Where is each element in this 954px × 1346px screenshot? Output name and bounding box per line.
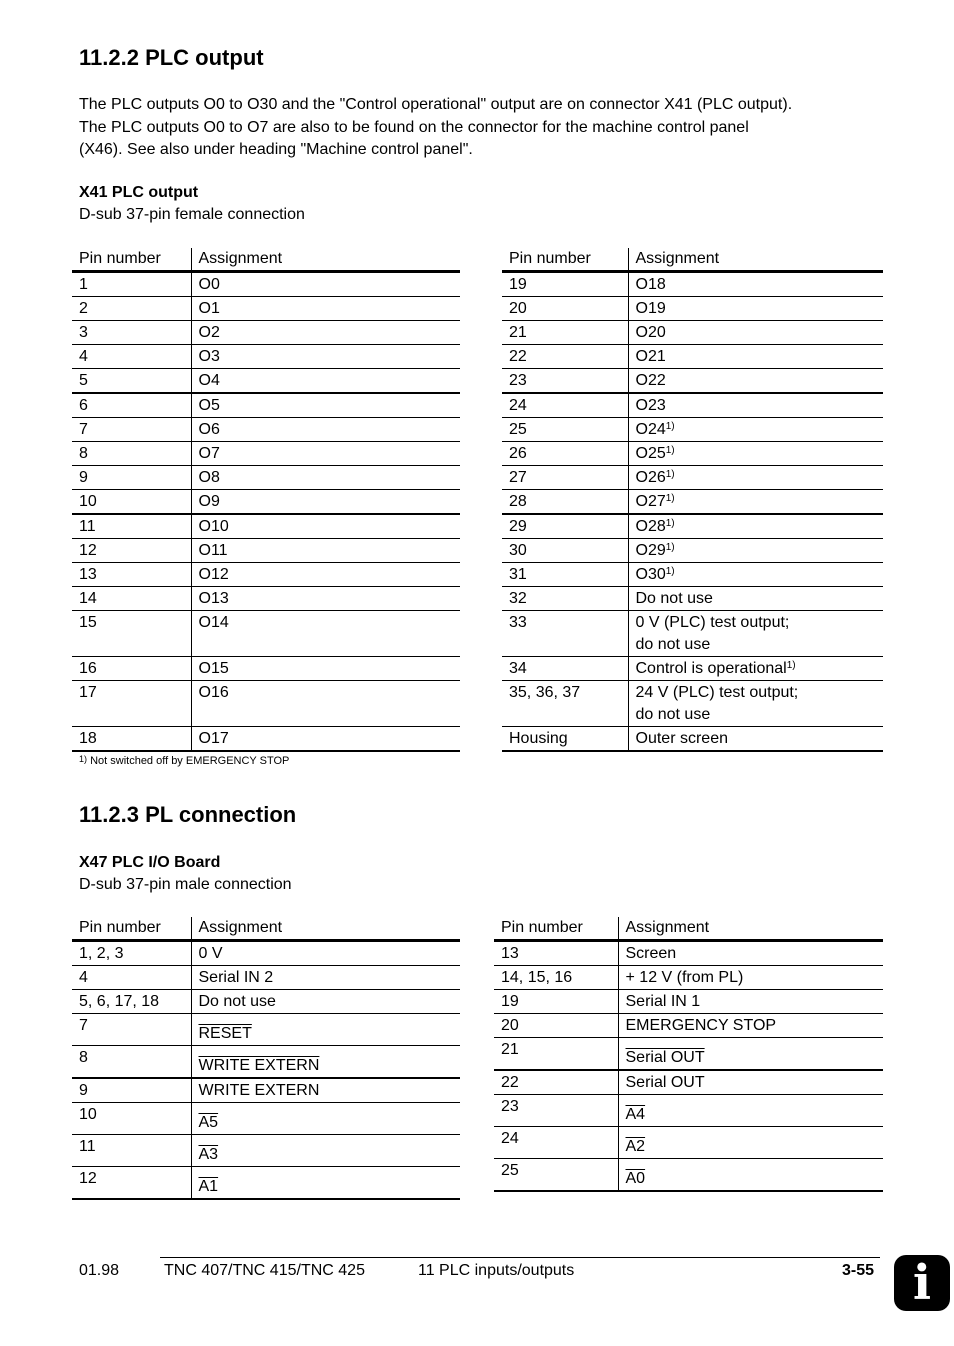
table-row <box>494 1127 883 1159</box>
table-row <box>72 539 460 563</box>
table-row <box>494 1014 883 1038</box>
assignment-text: A5 <box>198 1114 219 1131</box>
pin-cell: 21 <box>494 1038 618 1071</box>
assignment-cell <box>191 418 460 442</box>
connector-type-x47: D-sub 37-pin male connection <box>79 876 292 893</box>
assignment-text: O10 <box>198 518 229 535</box>
assignment-cell <box>628 657 883 681</box>
pin-cell: 4 <box>72 345 191 369</box>
assignment-cell <box>191 393 460 418</box>
assignment-text: O0 <box>198 276 220 293</box>
pin-cell: 7 <box>72 418 191 442</box>
assignment-cell <box>618 1159 883 1192</box>
table-row <box>502 539 883 563</box>
pin-cell: 14, 15, 16 <box>494 966 618 990</box>
assignment-cell <box>191 272 460 297</box>
assignment-cell <box>191 990 460 1014</box>
table-row <box>502 611 883 657</box>
assignment-cell <box>191 1014 460 1046</box>
table-row <box>502 345 883 369</box>
table-row <box>72 657 460 681</box>
assignment-text: RESET <box>198 1025 252 1042</box>
assignment-text: O1 <box>198 300 220 317</box>
footnote-ref: 1) <box>786 660 796 671</box>
footer-date: 01.98 <box>79 1262 120 1279</box>
table-row <box>494 941 883 966</box>
table-row <box>72 1046 460 1079</box>
pin-cell: 12 <box>72 1167 191 1200</box>
assignment-text: Do not use <box>198 993 276 1010</box>
assignment-cell <box>628 393 883 418</box>
section-title-plc-output: 11.2.2 PLC output <box>79 45 264 70</box>
subheading-x47: X47 PLC I/O Board <box>79 854 221 871</box>
footnote-ref: 1) <box>665 518 675 529</box>
pin-cell: 18 <box>72 727 191 752</box>
assignment-text: Serial OUT <box>625 1074 705 1091</box>
table-row <box>502 272 883 297</box>
assignment-cell <box>618 1095 883 1127</box>
pin-cell: 17 <box>72 681 191 727</box>
pin-cell: 23 <box>494 1095 618 1127</box>
assignment-text: O12 <box>198 566 229 583</box>
assignment-cell <box>628 611 883 657</box>
assignment-cell <box>618 1127 883 1159</box>
assignment-text: O14 <box>198 614 229 631</box>
assignment-text: A3 <box>198 1146 219 1163</box>
pin-cell: 7 <box>72 1014 191 1046</box>
assignment-text: O16 <box>198 684 229 701</box>
pin-cell: 9 <box>72 466 191 490</box>
assignment-cell <box>628 514 883 539</box>
footnote-ref: 1) <box>665 421 675 432</box>
pin-cell: 10 <box>72 490 191 515</box>
assignment-text: A4 <box>625 1106 646 1123</box>
table-row <box>494 1038 883 1071</box>
assignment-text: O15 <box>198 660 229 677</box>
column-header-pin: Pin number <box>502 248 628 272</box>
assignment-text: O20 <box>635 324 666 341</box>
assignment-text: Outer screen <box>635 730 728 747</box>
footnote-ref: 1) <box>665 469 675 480</box>
pin-cell: 16 <box>72 657 191 681</box>
table-row <box>502 490 883 515</box>
table-row <box>72 727 460 752</box>
assignment-cell <box>618 966 883 990</box>
intro-line: The PLC outputs O0 to O30 and the "Control operational" output are on connector X41 (PLC output). <box>79 96 793 113</box>
pin-cell: 21 <box>502 321 628 345</box>
assignment-text: O2 <box>198 324 220 341</box>
table-row <box>72 1078 460 1103</box>
assignment-cell <box>628 587 883 611</box>
pin-cell: 22 <box>494 1070 618 1095</box>
pin-cell: 20 <box>494 1014 618 1038</box>
assignment-text: O27 <box>635 493 666 510</box>
pin-cell: 23 <box>502 369 628 394</box>
assignment-text: O28 <box>635 518 666 535</box>
assignment-cell <box>191 657 460 681</box>
table-row <box>502 321 883 345</box>
connector-type-x41: D-sub 37-pin female connection <box>79 206 305 223</box>
assignment-cell <box>618 1014 883 1038</box>
pin-cell: 24 <box>494 1127 618 1159</box>
table-row <box>72 1103 460 1135</box>
assignment-text: O25 <box>635 445 666 462</box>
assignment-text: O11 <box>198 542 228 559</box>
table-row <box>494 966 883 990</box>
assignment-text: O17 <box>198 730 229 747</box>
assignment-cell <box>191 539 460 563</box>
footnote-mark: 1) <box>79 754 88 764</box>
column-header-assignment: Assignment <box>628 248 883 272</box>
assignment-text: Serial OUT <box>625 1049 705 1066</box>
pin-cell: 5, 6, 17, 18 <box>72 990 191 1014</box>
table-row <box>72 563 460 587</box>
pin-cell: 2 <box>72 297 191 321</box>
table-row <box>72 321 460 345</box>
pin-cell: 3 <box>72 321 191 345</box>
table-row <box>502 587 883 611</box>
table-row <box>502 657 883 681</box>
footnote-ref: 1) <box>665 566 675 577</box>
assignment-cell <box>628 539 883 563</box>
assignment-cell <box>191 611 460 657</box>
footnote-ref: 1) <box>665 542 675 553</box>
pin-cell: 1 <box>72 272 191 297</box>
assignment-cell <box>191 297 460 321</box>
pin-cell: 11 <box>72 1135 191 1167</box>
assignment-text: O26 <box>635 469 666 486</box>
x41-table-left <box>72 248 460 752</box>
info-icon-letter: i <box>912 1255 932 1311</box>
column-header-pin: Pin number <box>494 917 618 941</box>
assignment-text: O8 <box>198 469 220 486</box>
assignment-text: O6 <box>198 421 220 438</box>
table-row <box>72 941 460 966</box>
assignment-cell <box>628 490 883 515</box>
footnote-ref: 1) <box>665 445 675 456</box>
pin-cell: 9 <box>72 1078 191 1103</box>
table-row <box>494 990 883 1014</box>
assignment-text: O21 <box>635 348 666 365</box>
table-row <box>72 369 460 394</box>
table-row <box>72 514 460 539</box>
assignment-cell <box>191 369 460 394</box>
assignment-cell <box>191 490 460 515</box>
table-row <box>502 466 883 490</box>
assignment-text: O3 <box>198 348 220 365</box>
x41-table-right <box>502 248 883 752</box>
table-row <box>72 393 460 418</box>
pin-cell: 25 <box>502 418 628 442</box>
column-header-assignment: Assignment <box>618 917 883 941</box>
assignment-text: O22 <box>635 372 666 389</box>
assignment-cell <box>191 1135 460 1167</box>
assignment-cell <box>191 727 460 752</box>
table-row <box>72 1135 460 1167</box>
assignment-cell <box>191 345 460 369</box>
table-row <box>502 418 883 442</box>
pin-cell: 13 <box>72 563 191 587</box>
assignment-text-line2: do not use <box>635 706 711 723</box>
table-row <box>72 611 460 657</box>
table-row <box>502 442 883 466</box>
assignment-text: Serial IN 2 <box>198 969 274 986</box>
pin-cell: 5 <box>72 369 191 394</box>
assignment-text: O23 <box>635 397 666 414</box>
assignment-text: + 12 V (from PL) <box>625 969 744 986</box>
intro-line: The PLC outputs O0 to O7 are also to be found on the connector for the machine control panel <box>79 118 749 136</box>
assignment-cell <box>191 941 460 966</box>
assignment-cell <box>191 514 460 539</box>
intro-line: (X46). See also under heading "Machine control panel". <box>79 141 473 158</box>
assignment-text: Control is operational <box>635 660 787 677</box>
pin-cell: 15 <box>72 611 191 657</box>
assignment-text: A1 <box>198 1178 219 1195</box>
assignment-cell <box>628 369 883 394</box>
assignment-cell <box>618 1070 883 1095</box>
assignment-text: EMERGENCY STOP <box>625 1017 777 1034</box>
pin-cell: Housing <box>502 727 628 752</box>
pin-cell: 4 <box>72 966 191 990</box>
assignment-cell <box>191 442 460 466</box>
footnote-text: Not switched off by EMERGENCY STOP <box>90 755 290 767</box>
pin-cell: 22 <box>502 345 628 369</box>
footnote <box>79 755 289 767</box>
pin-cell: 31 <box>502 563 628 587</box>
column-header-assignment: Assignment <box>191 917 460 941</box>
pin-cell: 24 <box>502 393 628 418</box>
table-row <box>72 490 460 515</box>
assignment-cell <box>628 442 883 466</box>
subheading-x41: X41 PLC output <box>79 184 199 201</box>
assignment-text: 24 V (PLC) test output; <box>635 684 799 701</box>
assignment-text: 0 V (PLC) test output; <box>635 614 790 631</box>
pin-cell: 10 <box>72 1103 191 1135</box>
table-row <box>72 418 460 442</box>
assignment-text: O18 <box>635 276 666 293</box>
table-row <box>502 681 883 727</box>
pin-cell: 32 <box>502 587 628 611</box>
pin-cell: 8 <box>72 442 191 466</box>
assignment-cell <box>628 418 883 442</box>
footer-model: TNC 407/TNC 415/TNC 425 <box>164 1262 365 1279</box>
assignment-cell <box>628 681 883 727</box>
section-title-pl-connection: 11.2.3 PL connection <box>79 802 297 827</box>
table-row <box>72 466 460 490</box>
assignment-text: 0 V <box>198 945 223 962</box>
table-row <box>72 966 460 990</box>
assignment-text: O29 <box>635 542 666 559</box>
table-row <box>502 727 883 752</box>
assignment-cell <box>628 563 883 587</box>
pin-cell: 26 <box>502 442 628 466</box>
table-row <box>502 297 883 321</box>
assignment-text: O24 <box>635 421 666 438</box>
assignment-text: A2 <box>625 1138 646 1155</box>
assignment-cell <box>191 966 460 990</box>
assignment-text-line2: do not use <box>635 636 711 653</box>
table-row <box>72 681 460 727</box>
assignment-text: WRITE EXTERN <box>198 1082 320 1099</box>
table-row <box>72 442 460 466</box>
column-header-pin: Pin number <box>72 917 191 941</box>
column-header-pin: Pin number <box>72 248 191 272</box>
assignment-cell <box>191 321 460 345</box>
assignment-cell <box>618 990 883 1014</box>
table-row <box>494 1095 883 1127</box>
table-row <box>72 587 460 611</box>
assignment-cell <box>191 1167 460 1200</box>
pin-cell: 11 <box>72 514 191 539</box>
table-row <box>494 1159 883 1192</box>
pin-cell: 27 <box>502 466 628 490</box>
assignment-cell <box>191 1078 460 1103</box>
assignment-cell <box>628 272 883 297</box>
pin-cell: 33 <box>502 611 628 657</box>
assignment-cell <box>628 345 883 369</box>
table-row <box>502 514 883 539</box>
table-row <box>72 1014 460 1046</box>
column-header-assignment: Assignment <box>191 248 460 272</box>
footer-page-number: 3-55 <box>842 1262 875 1279</box>
assignment-text: O7 <box>198 445 220 462</box>
pin-cell: 13 <box>494 941 618 966</box>
pin-cell: 34 <box>502 657 628 681</box>
assignment-text: Screen <box>625 945 677 962</box>
table-row <box>72 272 460 297</box>
pin-cell: 35, 36, 37 <box>502 681 628 727</box>
assignment-cell <box>618 941 883 966</box>
table-row <box>72 1167 460 1200</box>
table-row <box>72 990 460 1014</box>
assignment-text: O19 <box>635 300 666 317</box>
table-row <box>502 369 883 394</box>
x47-table-right <box>494 917 883 1192</box>
assignment-text: O9 <box>198 493 220 510</box>
info-icon <box>894 1255 950 1311</box>
pin-cell: 12 <box>72 539 191 563</box>
table-row <box>502 393 883 418</box>
pin-cell: 28 <box>502 490 628 515</box>
table-row <box>502 563 883 587</box>
assignment-text: O13 <box>198 590 229 607</box>
intro-paragraph <box>79 94 899 162</box>
pin-cell: 29 <box>502 514 628 539</box>
assignment-text: O30 <box>635 566 666 583</box>
pin-cell: 8 <box>72 1046 191 1079</box>
table-row <box>72 345 460 369</box>
assignment-text: Do not use <box>635 590 713 607</box>
assignment-text: A0 <box>625 1170 646 1187</box>
assignment-cell <box>628 727 883 752</box>
pin-cell: 19 <box>502 272 628 297</box>
assignment-cell <box>628 321 883 345</box>
footer-chapter: 11 PLC inputs/outputs <box>418 1262 575 1279</box>
assignment-cell <box>628 466 883 490</box>
pin-cell: 20 <box>502 297 628 321</box>
assignment-text: WRITE EXTERN <box>198 1057 320 1074</box>
pin-cell: 30 <box>502 539 628 563</box>
assignment-cell <box>618 1038 883 1071</box>
assignment-cell <box>191 681 460 727</box>
assignment-cell <box>191 1046 460 1079</box>
assignment-cell <box>191 466 460 490</box>
assignment-cell <box>628 297 883 321</box>
pin-cell: 6 <box>72 393 191 418</box>
table-row <box>494 1070 883 1095</box>
assignment-text: O4 <box>198 372 220 389</box>
assignment-text: O5 <box>198 397 220 414</box>
table-row <box>72 297 460 321</box>
pin-cell: 25 <box>494 1159 618 1192</box>
x47-table-left <box>72 917 460 1200</box>
assignment-cell <box>191 563 460 587</box>
assignment-text: Serial IN 1 <box>625 993 701 1010</box>
assignment-cell <box>191 1103 460 1135</box>
footnote-ref: 1) <box>665 493 675 504</box>
pin-cell: 1, 2, 3 <box>72 941 191 966</box>
assignment-cell <box>191 587 460 611</box>
pin-cell: 14 <box>72 587 191 611</box>
footer-divider <box>160 1257 880 1258</box>
pin-cell: 19 <box>494 990 618 1014</box>
